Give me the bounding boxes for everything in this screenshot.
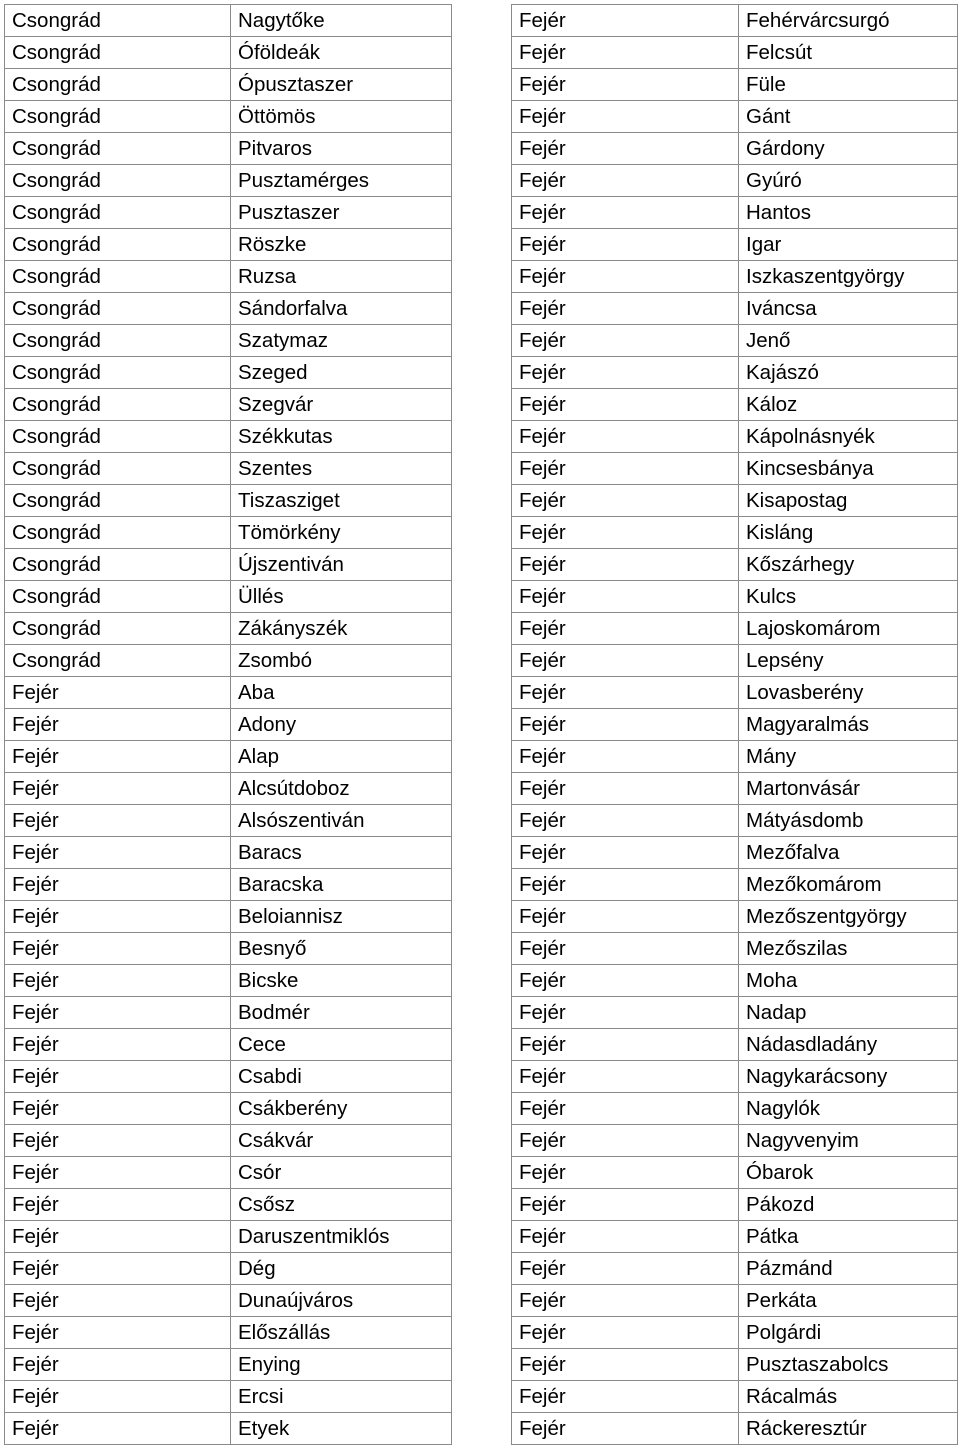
county-cell: Fejér xyxy=(5,1221,231,1253)
settlement-cell: Bicske xyxy=(231,965,452,997)
settlement-cell: Füle xyxy=(739,69,958,101)
table-row xyxy=(512,933,958,965)
settlement-cell: Öttömös xyxy=(231,101,452,133)
county-cell: Csongrád xyxy=(5,485,231,517)
table-row xyxy=(5,69,452,101)
table-row xyxy=(5,613,452,645)
county-cell: Fejér xyxy=(5,1285,231,1317)
settlement-cell: Alap xyxy=(231,741,452,773)
county-cell: Fejér xyxy=(512,1285,739,1317)
table-row xyxy=(512,1349,958,1381)
settlement-cell: Bodmér xyxy=(231,997,452,1029)
settlement-cell: Nádasdladány xyxy=(739,1029,958,1061)
settlement-cell: Dég xyxy=(231,1253,452,1285)
county-cell: Fejér xyxy=(512,1093,739,1125)
settlement-cell: Kisláng xyxy=(739,517,958,549)
county-cell: Fejér xyxy=(512,1381,739,1413)
table-row xyxy=(5,485,452,517)
county-cell: Fejér xyxy=(5,1317,231,1349)
table-row xyxy=(512,805,958,837)
settlement-cell: Csabdi xyxy=(231,1061,452,1093)
county-cell: Fejér xyxy=(512,325,739,357)
county-cell: Fejér xyxy=(512,453,739,485)
county-cell: Fejér xyxy=(512,773,739,805)
county-cell: Csongrád xyxy=(5,197,231,229)
county-cell: Fejér xyxy=(5,965,231,997)
table-row xyxy=(512,613,958,645)
table-row xyxy=(512,741,958,773)
table-row xyxy=(5,421,452,453)
settlement-cell: Jenő xyxy=(739,325,958,357)
table-row xyxy=(5,549,452,581)
table-row xyxy=(512,325,958,357)
settlement-cell: Martonvásár xyxy=(739,773,958,805)
county-cell: Fejér xyxy=(512,101,739,133)
table-row xyxy=(5,453,452,485)
settlement-cell: Óföldeák xyxy=(231,37,452,69)
county-cell: Fejér xyxy=(512,165,739,197)
table-row xyxy=(5,133,452,165)
settlement-cell: Felcsút xyxy=(739,37,958,69)
settlement-cell: Iváncsa xyxy=(739,293,958,325)
county-cell: Fejér xyxy=(5,741,231,773)
table-row xyxy=(512,69,958,101)
table-row xyxy=(5,261,452,293)
settlement-cell: Pusztaszer xyxy=(231,197,452,229)
county-cell: Fejér xyxy=(512,1221,739,1253)
settlement-cell: Kőszárhegy xyxy=(739,549,958,581)
settlement-cell: Igar xyxy=(739,229,958,261)
settlement-cell: Mátyásdomb xyxy=(739,805,958,837)
table-row xyxy=(512,997,958,1029)
county-cell: Csongrád xyxy=(5,325,231,357)
table-row xyxy=(512,37,958,69)
settlement-table-right xyxy=(511,4,958,1445)
table-row xyxy=(512,421,958,453)
county-cell: Fejér xyxy=(512,1189,739,1221)
table-row xyxy=(5,1381,452,1413)
settlement-cell: Nagykarácsony xyxy=(739,1061,958,1093)
table-row xyxy=(512,1253,958,1285)
table-row xyxy=(512,1317,958,1349)
settlement-cell: Pátka xyxy=(739,1221,958,1253)
table-row xyxy=(5,1029,452,1061)
settlement-cell: Alsószentiván xyxy=(231,805,452,837)
settlement-cell: Káloz xyxy=(739,389,958,421)
settlement-cell: Csákberény xyxy=(231,1093,452,1125)
settlement-cell: Üllés xyxy=(231,581,452,613)
table-row xyxy=(512,965,958,997)
settlement-cell: Iszkaszentgyörgy xyxy=(739,261,958,293)
county-cell: Fejér xyxy=(512,133,739,165)
table-row xyxy=(512,709,958,741)
table-row xyxy=(5,1125,452,1157)
settlement-cell: Kisapostag xyxy=(739,485,958,517)
settlement-cell: Dunaújváros xyxy=(231,1285,452,1317)
county-cell: Fejér xyxy=(512,293,739,325)
table-row xyxy=(5,901,452,933)
table-row xyxy=(5,389,452,421)
table-row xyxy=(5,1285,452,1317)
table-row xyxy=(512,677,958,709)
county-cell: Fejér xyxy=(512,1029,739,1061)
table-row xyxy=(5,645,452,677)
settlement-cell: Magyaralmás xyxy=(739,709,958,741)
table-row xyxy=(5,837,452,869)
county-cell: Fejér xyxy=(512,581,739,613)
settlement-cell: Kajászó xyxy=(739,357,958,389)
county-cell: Fejér xyxy=(512,837,739,869)
settlement-cell: Hantos xyxy=(739,197,958,229)
county-cell: Fejér xyxy=(512,197,739,229)
settlement-cell: Gárdony xyxy=(739,133,958,165)
table-row xyxy=(512,1381,958,1413)
table-row xyxy=(512,165,958,197)
table-body-right xyxy=(512,5,958,1445)
table-row xyxy=(512,1125,958,1157)
settlement-cell: Polgárdi xyxy=(739,1317,958,1349)
county-cell: Fejér xyxy=(5,1125,231,1157)
county-cell: Fejér xyxy=(512,1349,739,1381)
county-cell: Fejér xyxy=(512,997,739,1029)
county-cell: Fejér xyxy=(5,1381,231,1413)
county-cell: Fejér xyxy=(512,1125,739,1157)
settlement-cell: Baracska xyxy=(231,869,452,901)
county-cell: Csongrád xyxy=(5,229,231,261)
table-body-left xyxy=(5,5,452,1445)
county-cell: Csongrád xyxy=(5,101,231,133)
county-cell: Fejér xyxy=(5,997,231,1029)
table-row xyxy=(512,229,958,261)
settlement-cell: Csősz xyxy=(231,1189,452,1221)
county-cell: Fejér xyxy=(5,1157,231,1189)
settlement-cell: Adony xyxy=(231,709,452,741)
table-row xyxy=(512,517,958,549)
settlement-cell: Röszke xyxy=(231,229,452,261)
settlement-cell: Sándorfalva xyxy=(231,293,452,325)
table-row xyxy=(512,261,958,293)
county-cell: Fejér xyxy=(512,677,739,709)
county-cell: Fejér xyxy=(512,69,739,101)
settlement-cell: Cece xyxy=(231,1029,452,1061)
table-row xyxy=(5,1189,452,1221)
county-cell: Csongrád xyxy=(5,389,231,421)
settlement-cell: Pusztaszabolcs xyxy=(739,1349,958,1381)
county-cell: Fejér xyxy=(5,837,231,869)
county-cell: Csongrád xyxy=(5,69,231,101)
county-cell: Csongrád xyxy=(5,549,231,581)
table-row xyxy=(5,165,452,197)
settlement-cell: Lajoskomárom xyxy=(739,613,958,645)
county-cell: Fejér xyxy=(512,613,739,645)
settlement-cell: Moha xyxy=(739,965,958,997)
settlement-cell: Nagyvenyim xyxy=(739,1125,958,1157)
county-cell: Fejér xyxy=(5,901,231,933)
settlement-cell: Székkutas xyxy=(231,421,452,453)
table-row xyxy=(5,197,452,229)
settlement-cell: Mezőkomárom xyxy=(739,869,958,901)
county-cell: Fejér xyxy=(512,1317,739,1349)
settlement-cell: Tiszasziget xyxy=(231,485,452,517)
county-cell: Fejér xyxy=(512,805,739,837)
settlement-cell: Nagytőke xyxy=(231,5,452,37)
table-row xyxy=(512,133,958,165)
table-row xyxy=(5,1157,452,1189)
table-row xyxy=(5,517,452,549)
table-row xyxy=(512,837,958,869)
settlement-cell: Kincsesbánya xyxy=(739,453,958,485)
settlement-cell: Enying xyxy=(231,1349,452,1381)
settlement-cell: Ruzsa xyxy=(231,261,452,293)
table-row xyxy=(5,933,452,965)
settlement-cell: Pákozd xyxy=(739,1189,958,1221)
table-row xyxy=(512,581,958,613)
settlement-cell: Óbarok xyxy=(739,1157,958,1189)
settlement-cell: Pitvaros xyxy=(231,133,452,165)
county-cell: Fejér xyxy=(512,1253,739,1285)
county-cell: Fejér xyxy=(5,1253,231,1285)
county-cell: Csongrád xyxy=(5,421,231,453)
settlement-table-left xyxy=(4,4,452,1445)
county-cell: Fejér xyxy=(512,869,739,901)
county-cell: Fejér xyxy=(512,517,739,549)
table-row xyxy=(5,293,452,325)
table-row xyxy=(512,549,958,581)
county-cell: Fejér xyxy=(512,485,739,517)
settlement-cell: Ópusztaszer xyxy=(231,69,452,101)
settlement-cell: Lepsény xyxy=(739,645,958,677)
county-cell: Fejér xyxy=(512,741,739,773)
table-row xyxy=(5,1061,452,1093)
county-cell: Fejér xyxy=(5,709,231,741)
settlement-cell: Szentes xyxy=(231,453,452,485)
table-row xyxy=(512,1221,958,1253)
county-cell: Fejér xyxy=(512,1413,739,1445)
settlement-cell: Baracs xyxy=(231,837,452,869)
county-cell: Csongrád xyxy=(5,517,231,549)
settlement-cell: Pázmánd xyxy=(739,1253,958,1285)
county-cell: Csongrád xyxy=(5,5,231,37)
table-row xyxy=(5,773,452,805)
county-cell: Csongrád xyxy=(5,581,231,613)
settlement-cell: Előszállás xyxy=(231,1317,452,1349)
settlement-cell: Gyúró xyxy=(739,165,958,197)
settlement-cell: Aba xyxy=(231,677,452,709)
table-row xyxy=(5,1253,452,1285)
county-cell: Csongrád xyxy=(5,645,231,677)
table-row xyxy=(5,325,452,357)
settlement-cell: Alcsútdoboz xyxy=(231,773,452,805)
settlement-cell: Ercsi xyxy=(231,1381,452,1413)
table-row xyxy=(5,1221,452,1253)
table-row xyxy=(512,485,958,517)
county-cell: Fejér xyxy=(5,677,231,709)
settlement-cell: Etyek xyxy=(231,1413,452,1445)
county-cell: Csongrád xyxy=(5,165,231,197)
county-cell: Csongrád xyxy=(5,133,231,165)
settlement-cell: Mezőszentgyörgy xyxy=(739,901,958,933)
settlement-cell: Nadap xyxy=(739,997,958,1029)
county-cell: Fejér xyxy=(5,933,231,965)
table-row xyxy=(5,709,452,741)
county-cell: Fejér xyxy=(5,1029,231,1061)
table-row xyxy=(5,1349,452,1381)
county-cell: Fejér xyxy=(5,1189,231,1221)
settlement-cell: Szatymaz xyxy=(231,325,452,357)
table-row xyxy=(512,901,958,933)
county-cell: Csongrád xyxy=(5,37,231,69)
table-row xyxy=(5,1413,452,1445)
county-cell: Fejér xyxy=(5,1349,231,1381)
settlement-cell: Csákvár xyxy=(231,1125,452,1157)
table-row xyxy=(512,1029,958,1061)
table-row xyxy=(512,453,958,485)
county-cell: Fejér xyxy=(512,1061,739,1093)
county-cell: Csongrád xyxy=(5,357,231,389)
table-row xyxy=(5,5,452,37)
settlement-cell: Mezőszilas xyxy=(739,933,958,965)
settlement-cell: Szeged xyxy=(231,357,452,389)
table-row xyxy=(512,197,958,229)
table-row xyxy=(5,1093,452,1125)
table-row xyxy=(512,5,958,37)
table-row xyxy=(512,1413,958,1445)
table-row xyxy=(512,1061,958,1093)
table-row xyxy=(512,1157,958,1189)
settlement-cell: Csór xyxy=(231,1157,452,1189)
settlement-cell: Daruszentmiklós xyxy=(231,1221,452,1253)
settlement-cell: Kulcs xyxy=(739,581,958,613)
table-row xyxy=(5,357,452,389)
county-cell: Fejér xyxy=(512,261,739,293)
table-row xyxy=(5,869,452,901)
table-row xyxy=(512,357,958,389)
table-row xyxy=(512,869,958,901)
county-cell: Fejér xyxy=(5,805,231,837)
settlement-cell: Gánt xyxy=(739,101,958,133)
table-row xyxy=(5,997,452,1029)
settlement-cell: Lovasberény xyxy=(739,677,958,709)
county-cell: Fejér xyxy=(512,549,739,581)
settlement-cell: Kápolnásnyék xyxy=(739,421,958,453)
settlement-cell: Zákányszék xyxy=(231,613,452,645)
table-row xyxy=(5,677,452,709)
table-row xyxy=(5,741,452,773)
settlement-cell: Tömörkény xyxy=(231,517,452,549)
settlement-cell: Szegvár xyxy=(231,389,452,421)
settlement-cell: Ráckeresztúr xyxy=(739,1413,958,1445)
table-row xyxy=(512,101,958,133)
table-row xyxy=(512,1285,958,1317)
county-cell: Csongrád xyxy=(5,453,231,485)
county-cell: Fejér xyxy=(512,229,739,261)
settlement-cell: Rácalmás xyxy=(739,1381,958,1413)
settlement-cell: Újszentiván xyxy=(231,549,452,581)
settlement-cell: Nagylók xyxy=(739,1093,958,1125)
table-row xyxy=(512,1093,958,1125)
county-cell: Fejér xyxy=(512,389,739,421)
county-cell: Fejér xyxy=(5,869,231,901)
county-cell: Fejér xyxy=(512,5,739,37)
county-cell: Fejér xyxy=(512,901,739,933)
table-row xyxy=(512,1189,958,1221)
settlement-cell: Mezőfalva xyxy=(739,837,958,869)
table-row xyxy=(512,389,958,421)
settlement-cell: Besnyő xyxy=(231,933,452,965)
county-cell: Fejér xyxy=(5,1413,231,1445)
county-cell: Csongrád xyxy=(5,613,231,645)
county-cell: Fejér xyxy=(512,421,739,453)
county-cell: Fejér xyxy=(512,37,739,69)
table-row xyxy=(5,229,452,261)
county-cell: Csongrád xyxy=(5,261,231,293)
county-cell: Fejér xyxy=(512,709,739,741)
table-row xyxy=(5,37,452,69)
settlement-cell: Perkáta xyxy=(739,1285,958,1317)
settlement-cell: Zsombó xyxy=(231,645,452,677)
table-row xyxy=(5,965,452,997)
table-row xyxy=(5,581,452,613)
county-cell: Csongrád xyxy=(5,293,231,325)
county-cell: Fejér xyxy=(512,1157,739,1189)
county-cell: Fejér xyxy=(5,1093,231,1125)
settlement-cell: Fehérvárcsurgó xyxy=(739,5,958,37)
table-row xyxy=(512,293,958,325)
county-cell: Fejér xyxy=(512,645,739,677)
table-row xyxy=(5,805,452,837)
county-cell: Fejér xyxy=(5,773,231,805)
table-row xyxy=(5,1317,452,1349)
settlement-cell: Pusztamérges xyxy=(231,165,452,197)
table-row xyxy=(512,645,958,677)
county-cell: Fejér xyxy=(512,965,739,997)
table-row xyxy=(512,773,958,805)
county-cell: Fejér xyxy=(512,933,739,965)
settlement-cell: Mány xyxy=(739,741,958,773)
county-cell: Fejér xyxy=(512,357,739,389)
table-row xyxy=(5,101,452,133)
settlement-cell: Beloiannisz xyxy=(231,901,452,933)
county-cell: Fejér xyxy=(5,1061,231,1093)
